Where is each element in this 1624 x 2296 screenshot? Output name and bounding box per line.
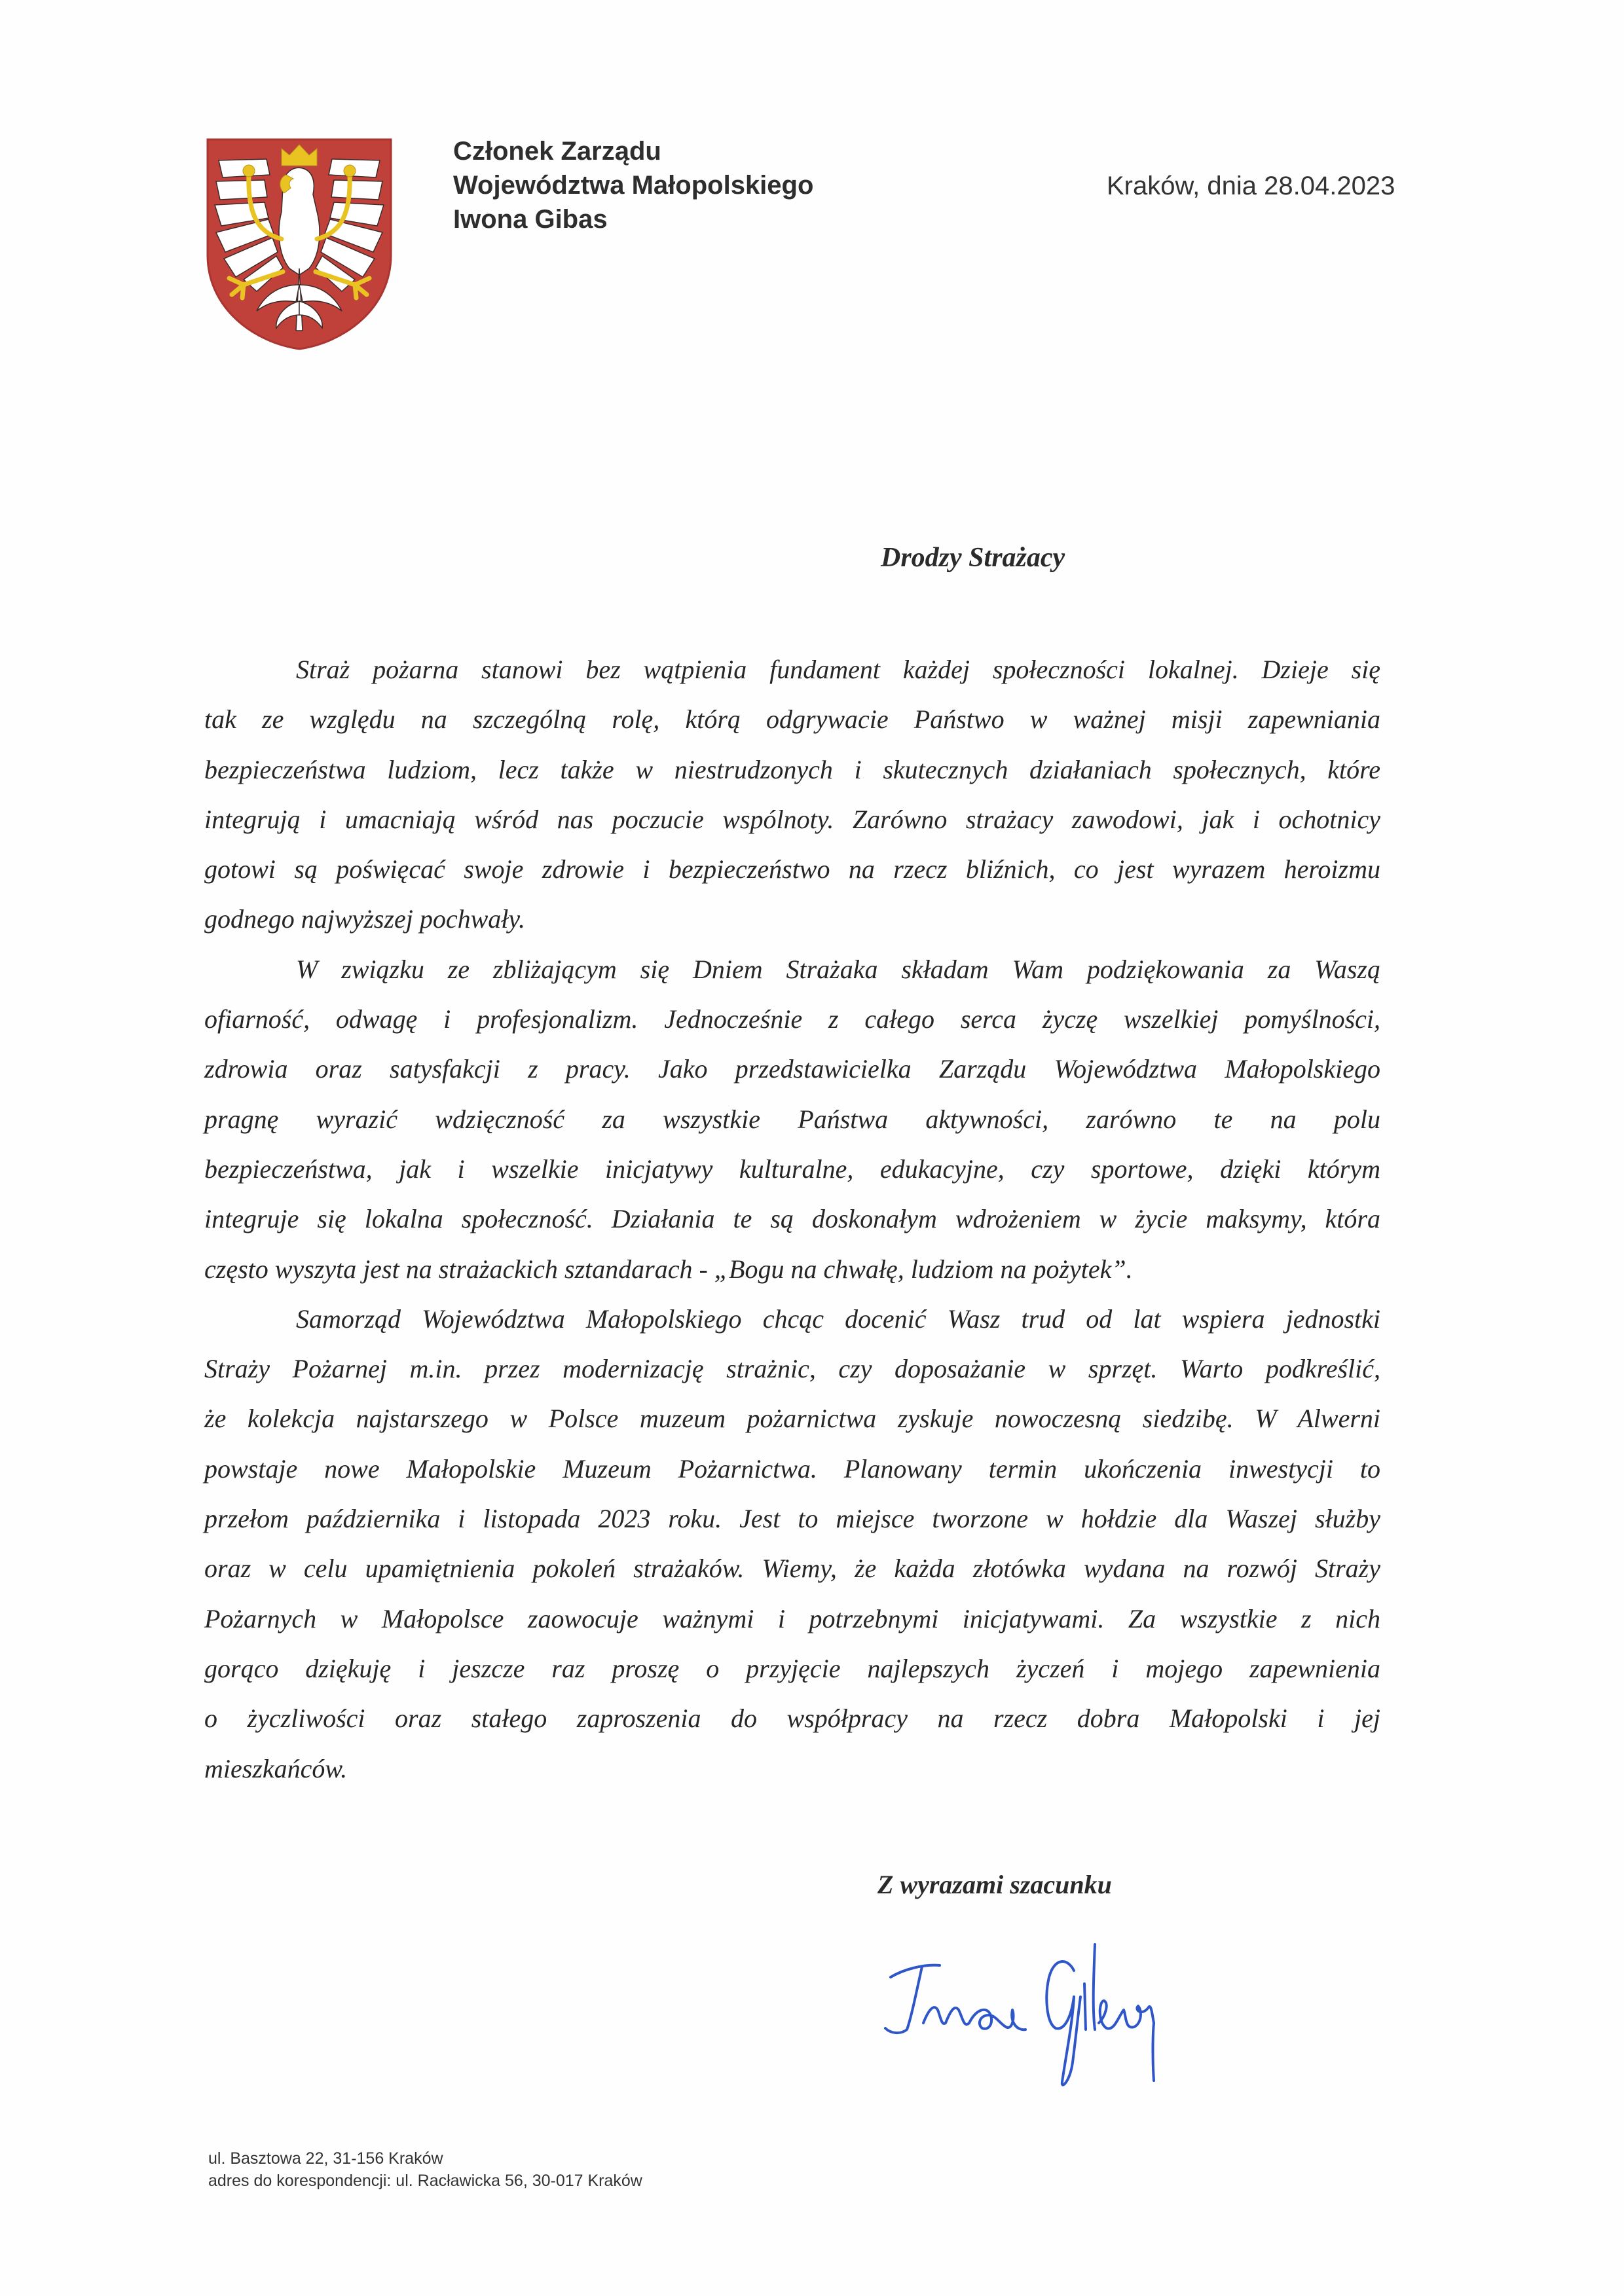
body-line: integrują i umacniają wśród nas poczucie wspólnoty. Zarówno strażacy zawodowi, jak i ochotnicy: [204, 804, 1380, 834]
body-line: Straży Pożarnej m.in. przez modernizację strażnic, czy doposażanie w sprzęt. Warto podkreślić,: [204, 1354, 1380, 1384]
body-line: bezpieczeństwa ludziom, lecz także w niestrudzonych i skutecznych działaniach społecznych, które: [204, 754, 1380, 784]
body-line: W związku ze zbliżającym się Dniem Strażaka składam Wam podziękowania za Waszą: [296, 954, 1380, 984]
paragraph-2: [204, 945, 1380, 1294]
sender-title: Członek Zarządu: [453, 137, 661, 166]
body-line: często wyszyta jest na strażackich sztandarach - „Bogu na chwałę, ludziom na pożytek”.: [204, 1254, 1133, 1284]
salutation: Drodzy Strażacy: [881, 543, 1065, 573]
body-line: że kolekcja najstarszego w Polsce muzeum pożarnictwa zyskuje nowoczesną siedzibę. W Alwerni: [204, 1404, 1380, 1434]
paragraph-3: [204, 1294, 1380, 1794]
letter-body: [204, 645, 1380, 1794]
body-line: Straż pożarna stanowi bez wątpienia fundament każdej społeczności lokalnej. Dzieje się: [296, 655, 1380, 684]
correspondence-address: adres do korespondencji: ul. Racławicka 56, 30-017 Kraków: [208, 2172, 642, 2190]
body-line: mieszkańców.: [204, 1753, 348, 1783]
body-line: zdrowia oraz satysfakcji z pracy. Jako przedstawicielka Zarządu Województwa Małopolskiego: [204, 1054, 1380, 1084]
body-line: oraz w celu upamiętnienia pokoleń strażaków. Wiemy, że każda złotówka wydana na rozwój Straży: [204, 1554, 1380, 1584]
body-line: Samorząd Województwa Małopolskiego chcąc docenić Wasz trud od lat wspiera jednostki: [296, 1303, 1380, 1334]
body-line: godnego najwyższej pochwały.: [204, 904, 525, 934]
body-line: bezpieczeństwa, jak i wszelkie inicjatywy kulturalne, edukacyjne, czy sportowe, dzięki którym: [204, 1154, 1380, 1184]
sender-organization: Województwa Małopolskiego: [453, 171, 814, 200]
handwritten-signature-icon: [877, 1918, 1244, 2088]
place-and-date: Kraków, dnia 28.04.2023: [1107, 172, 1395, 200]
body-line: przełom października i listopada 2023 roku. Jest to miejsce tworzone w hołdzie dla Waszej służby: [204, 1504, 1380, 1534]
malopolska-coat-of-arms-icon: [204, 134, 394, 350]
closing-phrase: Z wyrazami szacunku: [877, 1870, 1112, 1899]
body-line: o życzliwości oraz stałego zaproszenia do współpracy na rzecz dobra Małopolski i jej: [204, 1704, 1380, 1734]
body-line: gotowi są poświęcać swoje zdrowie i bezpieczeństwo na rzecz bliźnich, co jest wyrazem heroizmu: [204, 854, 1380, 884]
office-address: ul. Basztowa 22, 31-156 Kraków: [208, 2149, 443, 2168]
body-line: tak ze względu na szczególną rolę, którą odgrywacie Państwo w ważnej misji zapewniania: [204, 704, 1380, 735]
sender-block: [453, 134, 813, 236]
body-line: gorąco dziękuję i jeszcze raz proszę o przyjęcie najlepszych życzeń i mojego zapewnienia: [204, 1653, 1380, 1683]
body-line: pragnę wyrazić wdzięczność za wszystkie Państwa aktywności, zarówno te na polu: [204, 1104, 1380, 1134]
body-line: ofiarność, odwagę i profesjonalizm. Jednocześnie z całego serca życzę wszelkiej pomyślności,: [204, 1004, 1380, 1034]
body-line: integruje się lokalna społeczność. Działania te są doskonałym wdrożeniem w życie maksymy, która: [204, 1204, 1380, 1234]
sender-name: Iwona Gibas: [453, 205, 608, 234]
body-line: Pożarnych w Małopolsce zaowocuje ważnymi i potrzebnymi inicjatywami. Za wszystkie z nich: [204, 1603, 1380, 1633]
body-line: powstaje nowe Małopolskie Muzeum Pożarnictwa. Planowany termin ukończenia inwestycji to: [204, 1453, 1380, 1484]
paragraph-1: [204, 645, 1380, 945]
footer-address: [208, 2147, 642, 2192]
